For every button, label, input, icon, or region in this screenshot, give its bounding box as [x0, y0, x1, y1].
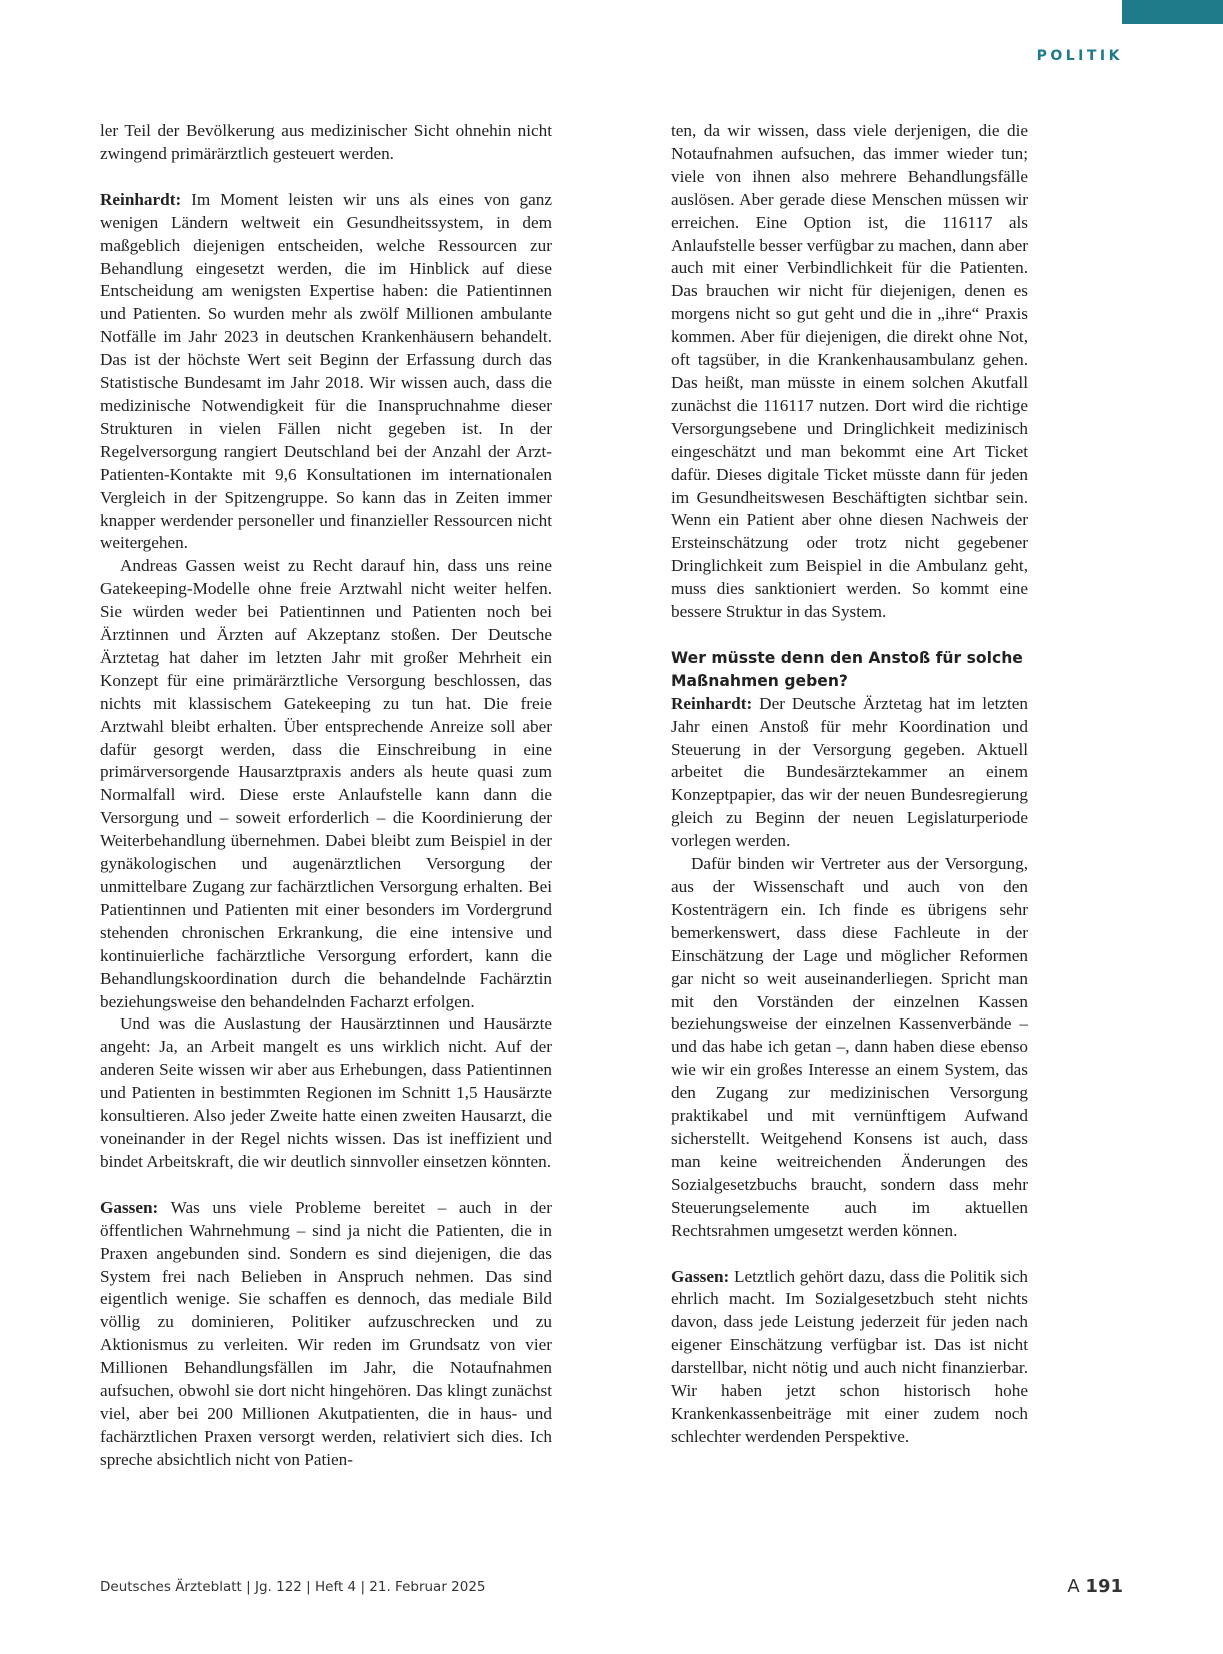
page-prefix: A [1067, 1576, 1080, 1597]
right-column [671, 120, 1028, 1449]
paragraph-text: Was uns viele Probleme bereitet – auch in der öffentlichen Wahrnehmung – sind ja nicht die Patienten, die in Praxen angebunden sind. Sondern es sind diejenigen, die das System frei nach Belieben in Anspruch nehmen. Das sind eigentlich wenige. Sie schaffen es dennoch, das mediale Bild völlig zu dominieren, Politiker aufzuschrecken und zu Aktionismus zu verleiten. Wir reden im Grundsatz von vier Millionen Behandlungsfällen im Jahr, die Notaufnahmen aufsuchen, obwohl sie dort nicht hingehören. Das klingt zunächst viel, aber bei 200 Millionen Akutpatienten, die in haus- und fachärztlichen Praxen versorgt werden, relativiert sich dies. Ich spreche absichtlich nicht von Patien- [100, 1197, 552, 1469]
interview-question: Wer müsste denn den Anstoß für solche Maßnahmen geben? [671, 648, 1023, 690]
speaker-name: Gassen: [100, 1197, 159, 1217]
left-column [100, 120, 552, 1472]
paragraph [100, 189, 552, 556]
paragraph: ler Teil der Bevölkerung aus medizinischer Sicht ohnehin nicht zwingend primärärztlich gesteuert werden. [100, 121, 552, 163]
paragraph [100, 1197, 552, 1472]
paragraph: Andreas Gassen weist zu Recht darauf hin, dass uns reine Gatekeeping-Modelle ohne freie Arztwahl nicht weiter helfen. Sie würden weder bei Patientinnen und Patienten noch bei Ärztinnen und Ärzten auf Akzeptanz stoßen. Der Deutsche Ärztetag hat daher im letzten Jahr mit großer Mehrheit ein Konzept für eine primärärztliche Versorgung beschlossen, das nichts mit klassischem Gatekeeping zu tun hat. Die freie Arztwahl bleibt erhalten. Über entsprechende Anreize soll aber dafür gesorgt werden, dass die Einschreibung in eine primärversorgende Hausarztpraxis anders als heute quasi zum Normalfall wird. Diese erste Anlaufstelle kann dann die Versorgung und – soweit erforderlich – die Koordinierung der Weiterbehandlung übernehmen. Dabei bleibt zum Beispiel in der gynäkologischen und augenärztlichen Versorgung der unmittelbare Zugang zur fachärztlichen Versorgung erhalten. Bei Patientinnen und Patienten mit einer besonders im Vordergrund stehenden chronischen Erkrankung, die eine intensive und kontinuierliche fachärztliche Versorgung erfordert, kann die Behandlungskoordination durch die behandelnde Fachärztin beziehungsweise den behandelnden Facharzt erfolgen. [100, 556, 552, 1011]
page-number: 191 [1085, 1576, 1123, 1597]
speaker-name: Gassen: [671, 1266, 730, 1286]
paragraph-text: Im Moment leisten wir uns als eines von ganz wenigen Ländern weltweit ein Gesundheitssystem, in dem maßgeblich diejenigen entscheiden, welche Ressourcen zur Behandlung eingesetzt werden, die im Hinblick auf diese Entscheidung am wenigsten Expertise haben: die Patientinnen und Patienten. So wurden mehr als zwölf Millionen ambulante Notfälle im Jahr 2023 in deutschen Krankenhäusern behandelt. Das ist der höchste Wert seit Beginn der Erfassung durch das Statistische Bundesamt im Jahr 2018. Wir wissen auch, dass die medizinische Notwendigkeit für die Inanspruchnahme dieser Strukturen in vielen Fällen nicht gegeben ist. In der Regelversorgung rangiert Deutschland bei der Anzahl der Arzt-Patienten-Kontakte mit 9,6 Konsultationen im internationalen Vergleich in der Spitzengruppe. So kann das in Zeiten immer knapper werdender personeller und finanzieller Ressourcen nicht weitergehen. [100, 189, 553, 553]
paragraph [671, 693, 1028, 853]
speaker-name: Reinhardt: [671, 693, 753, 713]
speaker-name: Reinhardt: [100, 189, 182, 209]
paragraph-text: Letztlich gehört dazu, dass die Politik sich ehrlich macht. Im Sozialgesetzbuch steht nichts davon, dass jede Leistung jederzeit für jeden nach eigener Einschätzung verfügbar ist. Das ist nicht darstellbar, nicht nötig und auch nicht finanzierbar. Wir haben jetzt schon historisch hohe Krankenkassenbeiträge mit einer zudem noch schlechter werdenden Perspektive. [671, 1266, 1028, 1446]
journal-citation: Deutsches Ärzteblatt | Jg. 122 | Heft 4 | 21. Februar 2025 [100, 1579, 486, 1595]
section-label: POLITIK [1036, 48, 1123, 64]
paragraph [671, 1266, 1028, 1449]
section-color-tab [1122, 0, 1223, 24]
paragraph: Und was die Auslastung der Hausärztinnen und Hausärzte angeht: Ja, an Arbeit mangelt es uns wirklich nicht. Auf der anderen Seite wissen wir aber aus Erhebungen, dass Patientinnen und Patienten in bestimmten Regionen im Schnitt 1,5 Hausärzte konsultieren. Also jeder Zweite hatte einen zweiten Hausarzt, die voneinander in der Regel nichts wissen. Das ist ineffizient und bindet Arbeitskraft, die wir deutlich sinnvoller einsetzen könnten. [100, 1014, 552, 1171]
paragraph-text: Der Deutsche Ärztetag hat im letzten Jahr einen Anstoß für mehr Koordination und Steuerung in der Versorgung gegeben. Aktuell arbeitet die Bundesärztekammer an einem Konzeptpapier, das wir der neuen Bundesregierung gleich zu Beginn der neuen Legislaturperiode vorlegen werden. [671, 693, 1028, 851]
page-number-block [1067, 1576, 1123, 1597]
paragraph: ten, da wir wissen, dass viele derjenigen, die die Notaufnahmen aufsuchen, das immer wieder tun; viele von ihnen also mehrere Behandlungsfälle auslösen. Aber gerade diese Menschen müssen wir erreichen. Eine Option ist, die 116117 als Anlaufstelle besser verfügbar zu machen, dann aber auch mit einer Verbindlichkeit für die Patienten. Das brauchen wir nicht für diejenigen, denen es morgens nicht so gut geht und die in „ihre“ Praxis kommen. Aber für diejenigen, die direkt ohne Not, oft tagsüber, in die Krankenhausambulanz gehen. Das heißt, man müsste in einem solchen Akutfall zunächst die 116117 nutzen. Dort wird die richtige Versorgungsebene und Dringlichkeit medizinisch eingeschätzt und man bekommt eine Art Ticket dafür. Dieses digitale Ticket müsste dann für jeden im Gesundheitswesen Beschäftigten sichtbar sein. Wenn ein Patient aber ohne diesen Nachweis der Ersteinschätzung oder trotz nicht gegebener Dringlichkeit zum Beispiel in die Ambulanz geht, muss dies sanktioniert werden. So kommt eine bessere Struktur in das System. [671, 121, 1028, 622]
paragraph: Dafür binden wir Vertreter aus der Versorgung, aus der Wissenschaft und auch von den Kostenträgern ein. Ich finde es übrigens sehr bemerkenswert, dass diese Fachleute in der Einschätzung der Lage und möglicher Reformen gar nicht so weit auseinanderliegen. Spricht man mit den Vorständen der einzelnen Kassen beziehungsweise der einzelnen Kassenverbände – und das habe ich getan –, dann haben diese ebenso wie wir ein großes Interesse an einem System, das den Zugang zur medizinischen Versorgung praktikabel und mit vernünftigem Aufwand sicherstellt. Weitgehend Konsens ist auch, dass man keine weitreichenden Änderungen des Sozialgesetzbuchs braucht, sondern dass mehr Steuerungselemente auch im aktuellen Rechtsrahmen umgesetzt werden können. [671, 854, 1028, 1240]
